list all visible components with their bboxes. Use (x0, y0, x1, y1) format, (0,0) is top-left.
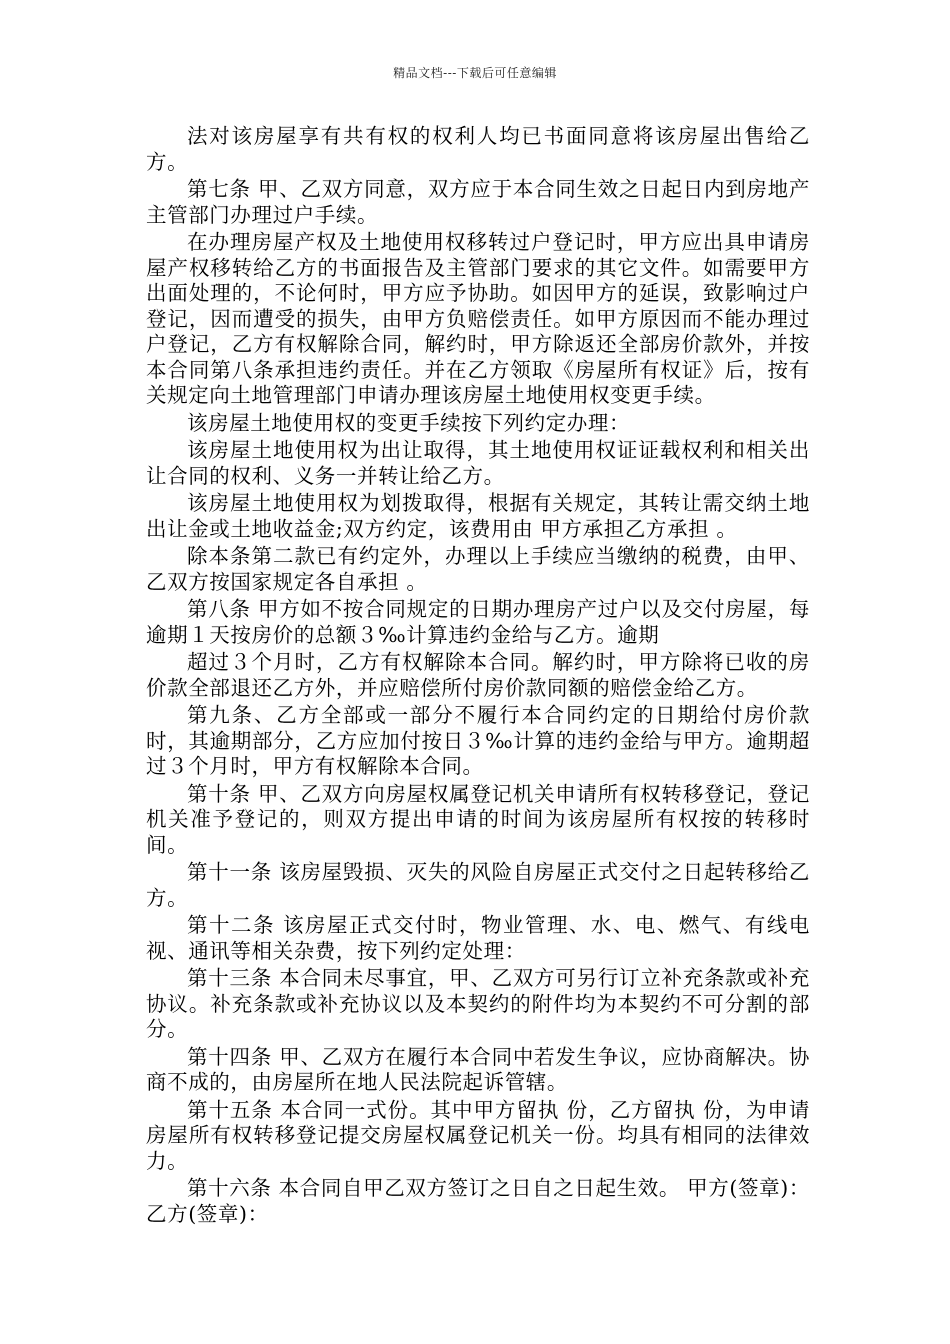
paragraph: 第十条 甲、乙双方向房屋权属登记机关申请所有权转移登记，登记机关准予登记的，则双方提出申请的时间为该房屋所有权按的转移时间。 (146, 781, 810, 857)
paragraph: 第十五条 本合同一式份。其中甲方留执 份，乙方留执 份，为申请房屋所有权转移登记提交房屋权属登记机关一份。均具有相同的法律效力。 (146, 1097, 810, 1173)
paragraph: 超过３个月时，乙方有权解除本合同。解约时，甲方除将已收的房价款全部退还乙方外，并应赔偿所付房价款同额的赔偿金给乙方。 (146, 650, 810, 700)
paragraph: 第十一条 该房屋毁损、灭失的风险自房屋正式交付之日起转移给乙方。 (146, 860, 810, 910)
paragraph: 除本条第二款已有约定外，办理以上手续应当缴纳的税费，由甲、乙双方按国家规定各自承担 。 (146, 544, 810, 594)
contract-body (146, 124, 810, 1229)
paragraph: 第十二条 该房屋正式交付时，物业管理、水、电、燃气、有线电视、通讯等相关杂费，按下列约定处理： (146, 913, 810, 963)
paragraph: 法对该房屋享有共有权的权利人均已书面同意将该房屋出售给乙方。 (146, 124, 810, 174)
page-header: 精品文档---下载后可任意编辑 (393, 66, 557, 80)
paragraph: 第十三条 本合同未尽事宜，甲、乙双方可另行订立补充条款或补充协议。补充条款或补充协议以及本契约的附件均为本契约不可分割的部分。 (146, 966, 810, 1041)
paragraph: 第十六条 本合同自甲乙双方签订之日自之日起生效。 甲方(签章)： 乙方(签章)： (146, 1176, 810, 1226)
paragraph: 第九条、乙方全部或一部分不履行本合同约定的日期给付房价款时，其逾期部分，乙方应加付按日３‰计算的违约金给与甲方。逾期超过３个月时，甲方有权解除本合同。 (146, 703, 810, 778)
paragraph: 该房屋土地使用权的变更手续按下列约定办理： (187, 410, 631, 435)
paragraph: 该房屋土地使用权为出让取得，其土地使用权证证载权利和相关出让合同的权利、义务一并转让给乙方。 (146, 438, 810, 488)
paragraph: 第十四条 甲、乙双方在履行本合同中若发生争议，应协商解决。协商不成的，由房屋所在地人民法院起诉管辖。 (146, 1044, 810, 1094)
paragraph: 第八条 甲方如不按合同规定的日期办理房产过户以及交付房屋，每逾期１天按房价的总额３‰计算违约金给与乙方。逾期 (146, 597, 810, 647)
paragraph: 该房屋土地使用权为划拨取得，根据有关规定，其转让需交纳土地出让金或土地收益金;双方约定，该费用由 甲方承担乙方承担 。 (146, 491, 810, 541)
paragraph: 第七条 甲、乙双方同意，双方应于本合同生效之日起日内到房地产主管部门办理过户手续。 (146, 177, 810, 227)
paragraph: 在办理房屋产权及土地使用权移转过户登记时，甲方应出具申请房屋产权移转给乙方的书面报告及主管部门要求的其它文件。如需要甲方出面处理的，不论何时，甲方应予协助。如因甲方的延误，致影响过户登记，因而遭受的损失，由甲方负赔偿责任。如甲方原因而不能办理过户登记，乙方有权解除合同，解约时，甲方除返还全部房价款外，并按本合同第八条承担违约责任。并在乙方领取《房屋所有权证》后，按有关规定向土地管理部门申请办理该房屋土地使用权变更手续。 (146, 230, 810, 407)
